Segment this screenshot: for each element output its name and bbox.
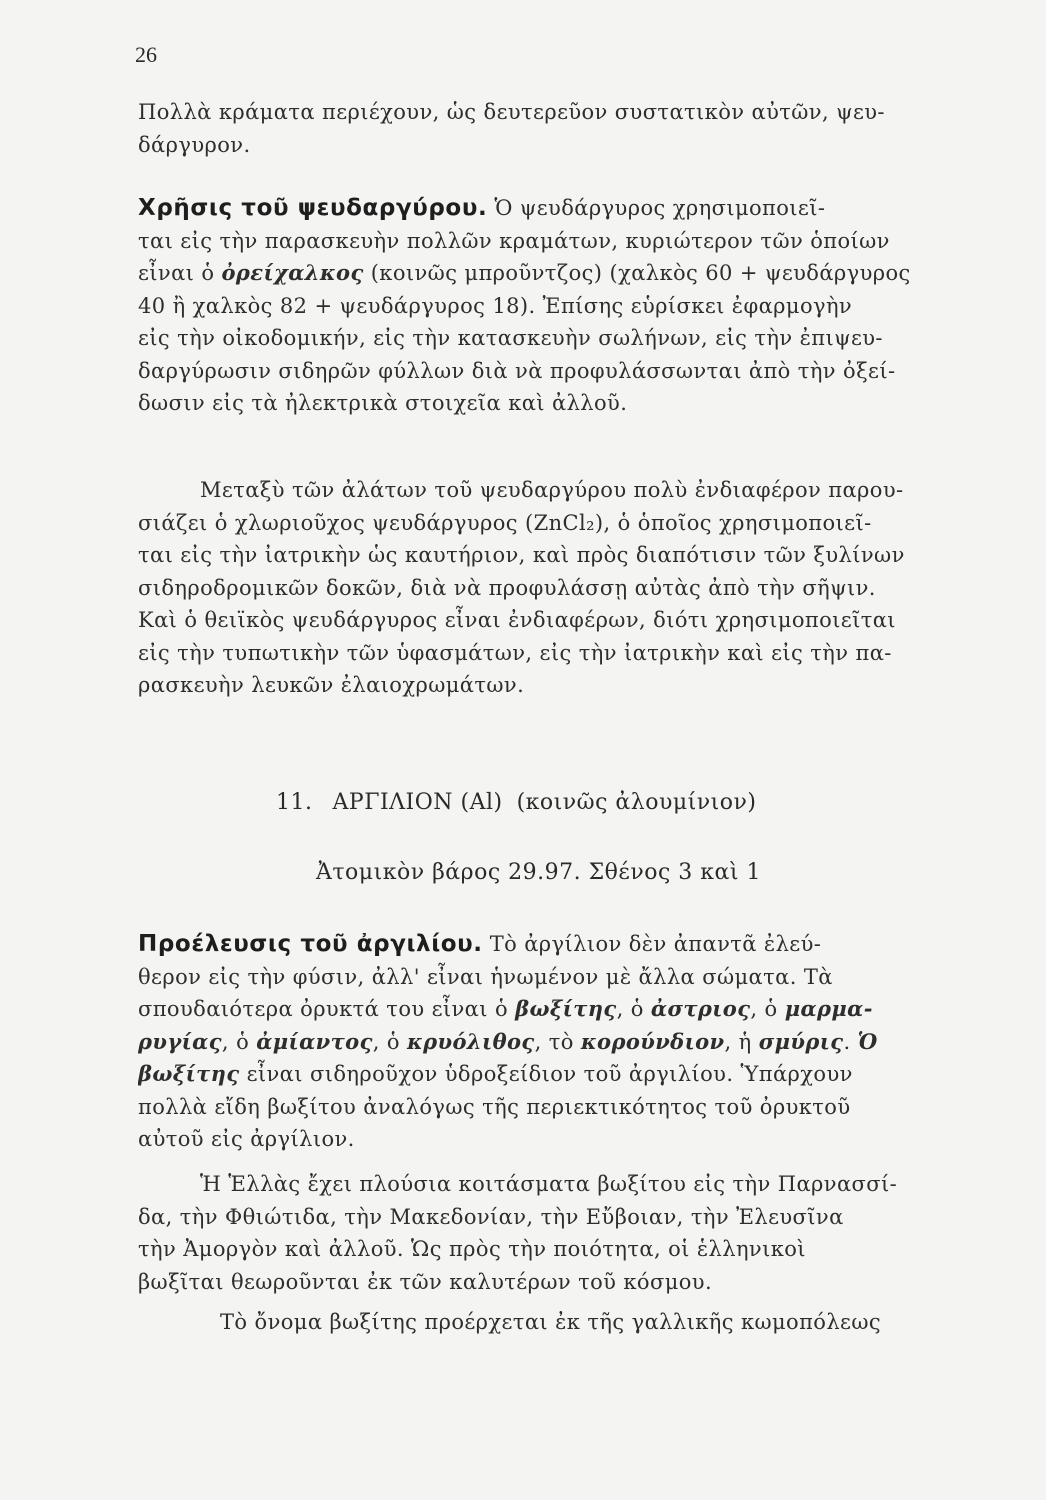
text-line: θερον εἰς τὴν φύσιν, ἀλλ' εἶναι ἡνωμένον μὲ ἄλλα σώματα. Τὰ [138,964,833,989]
term-bauxite-2: βωξίτης [138,1061,240,1086]
term-bauxite: βωξίτης [515,996,617,1021]
text-line [138,1026,988,1059]
text-line: Καὶ ὁ θειϊκὸς ψευδάργυρος εἶναι ἐνδιαφέρων, διότι χρησιμοποιεῖται [138,608,896,632]
text-span: Ὁ ψευδάργυρος χρησιμοποιεῖ- [487,196,826,220]
text-line: Τὸ ὄνομα βωξίτης προέρχεται ἐκ τῆς γαλλικῆς κωμοπόλεως [220,1310,882,1334]
text-line [138,993,988,1026]
text-line: δωσιν εἰς τὰ ἠλεκτρικὰ στοιχεῖα καὶ ἀλλοῦ. [138,391,628,415]
text-span: , ὁ [372,1029,408,1054]
section-heading-aluminium-origin: Προέλευσις τοῦ ἀργιλίου. [138,931,483,957]
paragraph-aluminium-origin [138,928,988,1156]
text-span: , ἡ [724,1029,759,1054]
section-subtitle: (κοινῶς ἀλουμίνιον) [516,790,757,815]
text-line [138,192,988,225]
text-line: Ἡ Ἑλλὰς ἔχει πλούσια κοιτάσματα βωξίτου εἰς τὴν Παρνασσί- [200,1172,898,1196]
paragraph-greece-bauxite [138,1168,988,1298]
section-number: 11. [276,790,313,815]
term-emery: σμύρις [758,1028,844,1054]
text-line: δάργυρον. [138,132,251,157]
term-corundum: κορούνδιον [580,1028,725,1054]
text-line: πολλὰ εἴδη βωξίτου ἀναλόγως τῆς περιεκτικότητος τοῦ ὀρυκτοῦ [138,1094,851,1119]
text-line [138,928,988,961]
text-line [138,257,988,290]
text-line: σιάζει ὁ χλωριοῦχος ψευδάργυρος (ZnCl₂), ὁ ὁποῖος χρησιμοποιεῖ- [138,510,872,535]
paragraph-bauxite-name [138,1306,988,1339]
term-asbestos: ἀμίαντος [256,1028,373,1054]
page-number: 26 [135,42,157,67]
section-title: ΑΡΓΙΛΙΟΝ (Al) [332,790,503,815]
atomic-weight-line: Ἀτομικὸν βάρος 29.97. Σθένος 3 καὶ 1 [316,860,761,885]
text-span: , τὸ [534,1029,581,1054]
text-span: Τὸ ἀργίλιον δὲν ἀπαντᾶ ἐλεύ- [482,932,822,956]
text-span: σπουδαιότερα ὀρυκτά του εἶναι ὁ [138,997,516,1021]
section-title-line [276,790,756,815]
text-span: (κοινῶς μπροῦντζος) (χαλκὸς 60 + ψευδάργυρος [363,261,911,285]
paragraph-zinc-uses [138,192,988,420]
term-cryolite: κρυόλιθος [407,1028,535,1054]
text-line [138,1058,988,1091]
text-line: βωξῖται θεωροῦνται ἐκ τῶν καλυτέρων τοῦ κόσμου. [138,1269,713,1294]
text-line: σιδηροδρομικῶν δοκῶν, διὰ νὰ προφυλάσσῃ αὐτὰς ἀπὸ τὴν σῆψιν. [138,575,876,600]
text-line: ρασκευὴν λευκῶν ἐλαιοχρωμάτων. [138,673,525,697]
text-span: , ὁ [616,997,651,1021]
paragraph-zinc-salts [138,474,988,702]
section-heading-zinc-uses: Χρῆσις τοῦ ψευδαργύρου. [138,195,488,221]
term-mica-end: ρυγίας [138,1028,222,1054]
text-line: δα, τὴν Φθιώτιδα, τὴν Μακεδονίαν, τὴν Εὔβοιαν, τὴν Ἐλευσῖνα [138,1204,844,1229]
text-span: , ὁ [221,1029,257,1054]
text-line: αὐτοῦ εἰς ἀργίλιον. [138,1127,355,1151]
term-feldspar: ἀστριος [650,996,751,1021]
text-span: , ὁ [750,997,785,1021]
text-span: εἶναι ὁ [138,261,222,285]
text-line: εἰς τὴν οἰκοδομικήν, εἰς τὴν κατασκευὴν σωλήνων, εἰς τὴν ἐπιψευ- [138,326,883,350]
paragraph-alloys [138,96,988,161]
term-mica: μαρμα- [784,996,873,1021]
text-line: Πολλὰ κράματα περιέχουν, ὡς δευτερεῦον συστατικὸν αὐτῶν, ψευ- [138,100,885,124]
text-line: τὴν Ἀμοργὸν καὶ ἀλλοῦ. Ὡς πρὸς τὴν ποιότητα, οἱ ἑλληνικοὶ [138,1237,806,1261]
text-line: 40 ἢ χαλκὸς 82 + ψευδάργυρος 18). Ἐπίσης εὑρίσκει ἐφαρμογὴν [138,293,853,318]
text-line: δαργύρωσιν σιδηρῶν φύλλων διὰ νὰ προφυλάσσωνται ἀπὸ τὴν ὀξεί- [138,358,896,383]
text-line: Μεταξὺ τῶν ἀλάτων τοῦ ψευδαργύρου πολὺ ἐνδιαφέρον παρου- [200,478,904,502]
text-line: εἰς τὴν τυπωτικὴν τῶν ὑφασμάτων, εἰς τὴν ἰατρικὴν καὶ εἰς τὴν πα- [138,640,892,665]
text-span: . [843,1029,858,1054]
term-brass: ὀρείχαλκος [221,260,364,285]
text-line: ται εἰς τὴν παρασκευὴν πολλῶν κραμάτων, κυριώτερον τῶν ὁποίων [138,228,890,253]
term-the: Ὁ [857,1028,878,1054]
text-span: εἶναι σιδηροῦχον ὑδροξείδιον τοῦ ἀργιλίου. Ὑπάρχουν [239,1062,853,1086]
text-line: ται εἰς τὴν ἰατρικὴν ὡς καυτήριον, καὶ πρὸς διαπότισιν τῶν ξυλίνων [138,543,905,567]
